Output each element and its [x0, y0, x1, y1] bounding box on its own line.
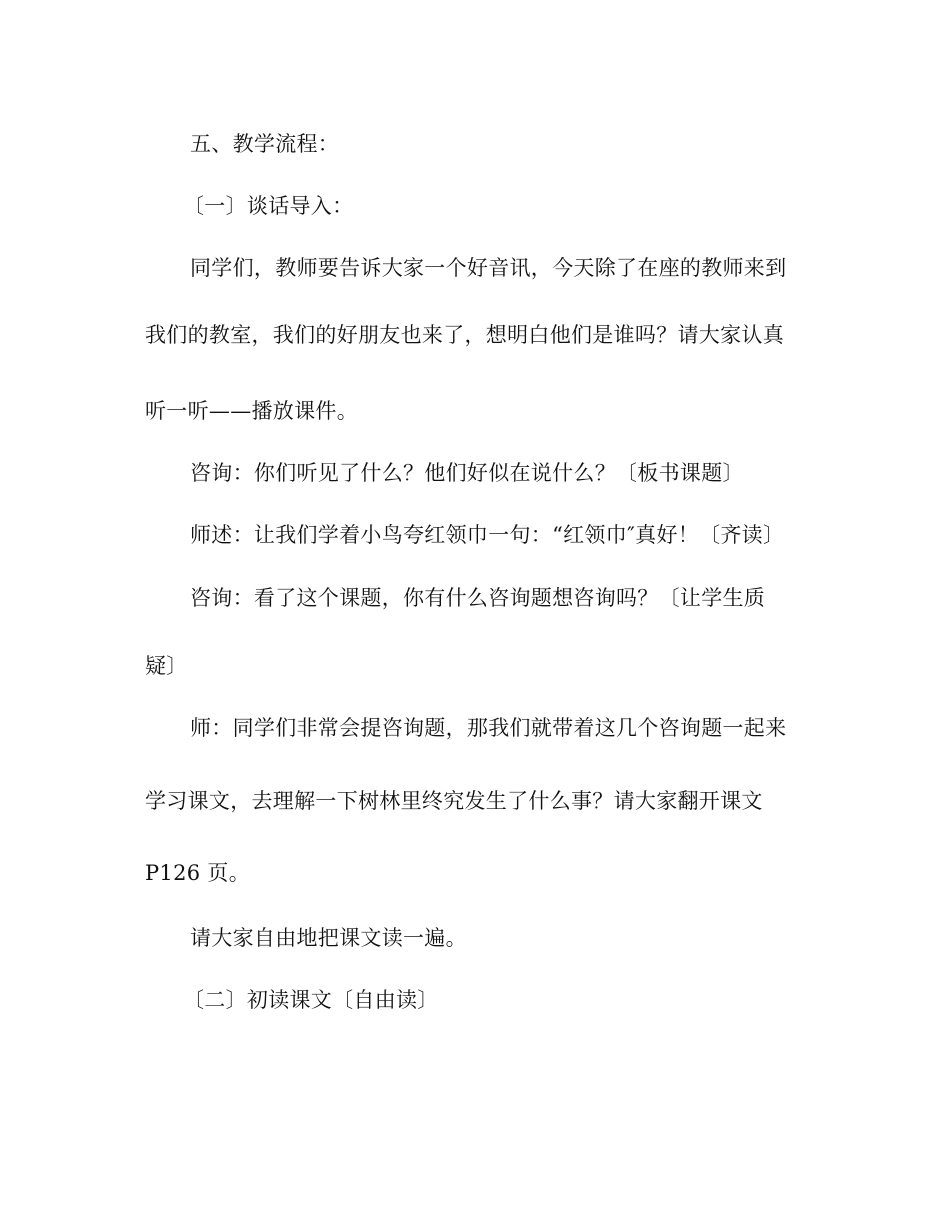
paragraph-read-instruction: 请大家自由地把课文读一遍。 — [190, 926, 467, 950]
paragraph-teacher-line-3: P126 页。 — [145, 861, 250, 885]
subheading-talk-intro: 〔一〕谈话导入： — [183, 194, 354, 218]
paragraph-question-2-line-1: 咨询：看了这个课题，你有什么咨询题想咨询吗？〔让学生质 — [190, 586, 766, 610]
paragraph-teacher-line-1: 师：同学们非常会提咨询题，那我们就带着这几个咨询题一起来 — [190, 716, 787, 740]
paragraph-question-1: 咨询：你们听见了什么？他们好似在说什么？〔板书课题〕 — [190, 461, 744, 485]
section-heading: 五、教学流程： — [190, 132, 340, 156]
subheading-first-reading: 〔二〕初读课文〔自由读〕 — [183, 988, 439, 1012]
paragraph-intro-line-3: 听一听——播放课件。 — [145, 399, 358, 423]
paragraph-intro-line-2: 我们的教室，我们的好朋友也来了，想明白他们是谁吗？请大家认真 — [145, 323, 784, 347]
paragraph-teacher-statement: 师述：让我们学着小鸟夸红领巾一句：“红领巾″真好！〔齐读〕 — [190, 523, 785, 547]
paragraph-intro-line-1: 同学们，教师要告诉大家一个好音讯，今天除了在座的教师来到 — [190, 256, 787, 280]
paragraph-teacher-line-2: 学习课文，去理解一下树林里终究发生了什么事？请大家翻开课文 — [145, 789, 763, 813]
paragraph-question-2-line-2: 疑〕 — [145, 654, 188, 678]
